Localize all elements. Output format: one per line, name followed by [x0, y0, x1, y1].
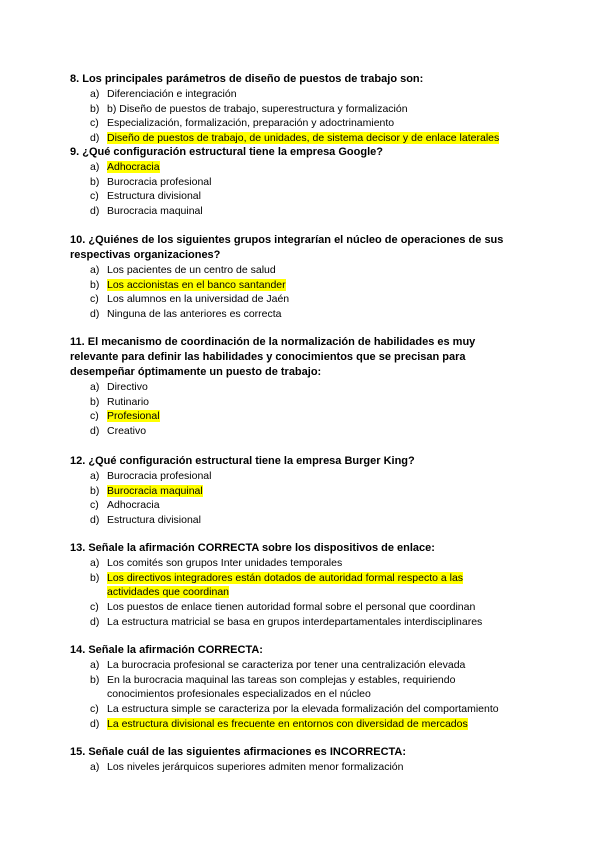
options-list — [70, 556, 530, 630]
option-text: b) Diseño de puestos de trabajo, superestructura y formalización — [107, 102, 408, 115]
option-letter: b) — [90, 278, 100, 291]
option-text: Adhocracia — [107, 499, 160, 512]
option-text: La estructura matricial se basa en grupos interdepartamentales interdisciplinares — [107, 615, 483, 628]
option — [70, 395, 530, 410]
option — [70, 380, 530, 395]
option-text: La estructura divisional es frecuente en entornos con diversidad de mercados — [107, 717, 468, 730]
option-highlighted — [70, 717, 530, 732]
question-8 — [70, 72, 530, 146]
option-text: Especialización, formalización, preparación y adoctrinamiento — [107, 117, 395, 130]
option-text-line: conocimientos profesionales especializados en el núcleo — [107, 688, 371, 701]
question-title: 14. Señale la afirmación CORRECTA: — [70, 644, 263, 656]
question-title — [70, 335, 530, 380]
option-letter: a) — [90, 88, 100, 100]
option — [70, 600, 530, 615]
option-letter: c) — [90, 293, 99, 306]
option — [70, 615, 530, 630]
option — [70, 469, 530, 484]
option-letter: a) — [90, 470, 100, 482]
options-list — [70, 658, 530, 732]
option — [70, 102, 530, 117]
question-14 — [70, 643, 530, 732]
option-text: Los alumnos en la universidad de Jaén — [107, 293, 290, 306]
question-15 — [70, 745, 530, 775]
option — [70, 658, 530, 673]
option-letter: c) — [90, 117, 99, 130]
option-text: Burocracia maquinal — [107, 205, 203, 218]
option — [70, 263, 530, 278]
option-letter: b) — [90, 484, 100, 497]
option-letter: d) — [90, 425, 100, 438]
option — [70, 702, 530, 717]
option — [70, 424, 530, 439]
option-letter: a) — [90, 264, 100, 276]
question-title-line: desempeñar óptimamente un puesto de trabajo: — [70, 366, 322, 378]
option — [70, 498, 530, 513]
option-text: Los comités son grupos Inter unidades temporales — [107, 557, 343, 569]
option-text: Burocracia profesional — [107, 470, 212, 482]
option-text: La burocracia profesional se caracteriza por tener una centralización elevada — [107, 659, 466, 671]
option-text: Los puestos de enlace tienen autoridad formal sobre el personal que coordinan — [107, 601, 476, 614]
option-text: Los niveles jerárquicos superiores admiten menor formalización — [107, 761, 404, 773]
option-text: Burocracia profesional — [107, 175, 212, 188]
question-title — [70, 233, 530, 263]
option-text: Estructura divisional — [107, 514, 201, 527]
option-letter: b) — [90, 395, 100, 408]
question-title-line: relevante para definir las habilidades y conocimientos que se precisan para — [70, 351, 466, 363]
options-list — [70, 87, 530, 146]
option-highlighted — [70, 278, 530, 293]
question-title: 12. ¿Qué configuración estructural tiene la empresa Burger King? — [70, 455, 415, 467]
question-13 — [70, 541, 530, 630]
question-title: 15. Señale cuál de las siguientes afirmaciones es INCORRECTA: — [70, 746, 407, 758]
option-text: Creativo — [107, 425, 147, 438]
option-letter: a) — [90, 381, 100, 393]
option-letter: a) — [90, 761, 100, 773]
option-letter: c) — [90, 499, 99, 512]
option-text: Profesional — [107, 410, 160, 423]
option-text: Los pacientes de un centro de salud — [107, 264, 276, 276]
option-letter: c) — [90, 190, 99, 203]
option — [70, 513, 530, 528]
option-letter: d) — [90, 615, 100, 628]
option-highlighted — [70, 131, 530, 146]
option-text: Estructura divisional — [107, 190, 201, 203]
option — [70, 673, 530, 702]
option-text: Burocracia maquinal — [107, 484, 203, 497]
option-highlighted — [70, 409, 530, 424]
question-title: 9. ¿Qué configuración estructural tiene la empresa Google? — [70, 146, 383, 158]
question-title-line: 10. ¿Quiénes de los siguientes grupos integrarían el núcleo de operaciones de sus — [70, 234, 504, 246]
option-text: La estructura simple se caracteriza por la elevada formalización del comportamiento — [107, 703, 499, 716]
option-highlighted — [70, 160, 530, 175]
option-letter: b) — [90, 175, 100, 188]
options-list — [70, 380, 530, 439]
option — [70, 760, 530, 775]
option-letter: a) — [90, 161, 100, 173]
option-letter: c) — [90, 703, 99, 716]
options-list — [70, 760, 530, 775]
option-text-line: Los directivos integradores están dotados de autoridad formal respecto a las — [107, 571, 464, 584]
option — [70, 116, 530, 131]
option-letter: d) — [90, 132, 100, 145]
option-letter: c) — [90, 601, 99, 614]
option-letter: a) — [90, 659, 100, 671]
option — [70, 204, 530, 219]
option — [70, 189, 530, 204]
option — [70, 307, 530, 322]
option-text-line: actividades que coordinan — [107, 586, 230, 599]
question-10 — [70, 233, 530, 322]
question-11 — [70, 335, 530, 439]
option-text: Directivo — [107, 381, 148, 393]
option-highlighted — [70, 571, 530, 600]
option-letter: d) — [90, 308, 100, 321]
option-text — [107, 674, 455, 701]
option-letter: d) — [90, 514, 100, 527]
option-letter: b) — [90, 102, 100, 115]
option-letter: b) — [90, 673, 100, 686]
option-letter: d) — [90, 717, 100, 730]
option-letter: a) — [90, 557, 100, 569]
option-text: Diseño de puestos de trabajo, de unidades, de sistema decisor y de enlace laterales — [107, 132, 500, 145]
question-title-line: 11. El mecanismo de coordinación de la normalización de habilidades es muy — [70, 336, 476, 348]
option-text: Los accionistas en el banco santander — [107, 278, 286, 291]
option-text: Adhocracia — [107, 161, 160, 173]
question-12 — [70, 454, 530, 528]
question-9 — [70, 145, 530, 219]
option — [70, 556, 530, 571]
option-letter: d) — [90, 205, 100, 218]
option-text: Diferenciación e integración — [107, 88, 237, 100]
option-letter: c) — [90, 410, 99, 423]
question-title: 8. Los principales parámetros de diseño de puestos de trabajo son: — [70, 73, 424, 85]
option — [70, 175, 530, 190]
options-list — [70, 469, 530, 528]
options-list — [70, 160, 530, 219]
options-list — [70, 263, 530, 322]
question-title-line: respectivas organizaciones? — [70, 249, 221, 261]
option — [70, 292, 530, 307]
option-text-line: En la burocracia maquinal las tareas son complejas y estables, requiriendo — [107, 673, 456, 686]
option-text: Rutinario — [107, 395, 150, 408]
option-letter: b) — [90, 571, 100, 584]
option-text — [107, 572, 463, 599]
option-highlighted — [70, 484, 530, 499]
option-text: Ninguna de las anteriores es correcta — [107, 308, 282, 321]
question-title: 13. Señale la afirmación CORRECTA sobre los dispositivos de enlace: — [70, 542, 435, 554]
option — [70, 87, 530, 102]
